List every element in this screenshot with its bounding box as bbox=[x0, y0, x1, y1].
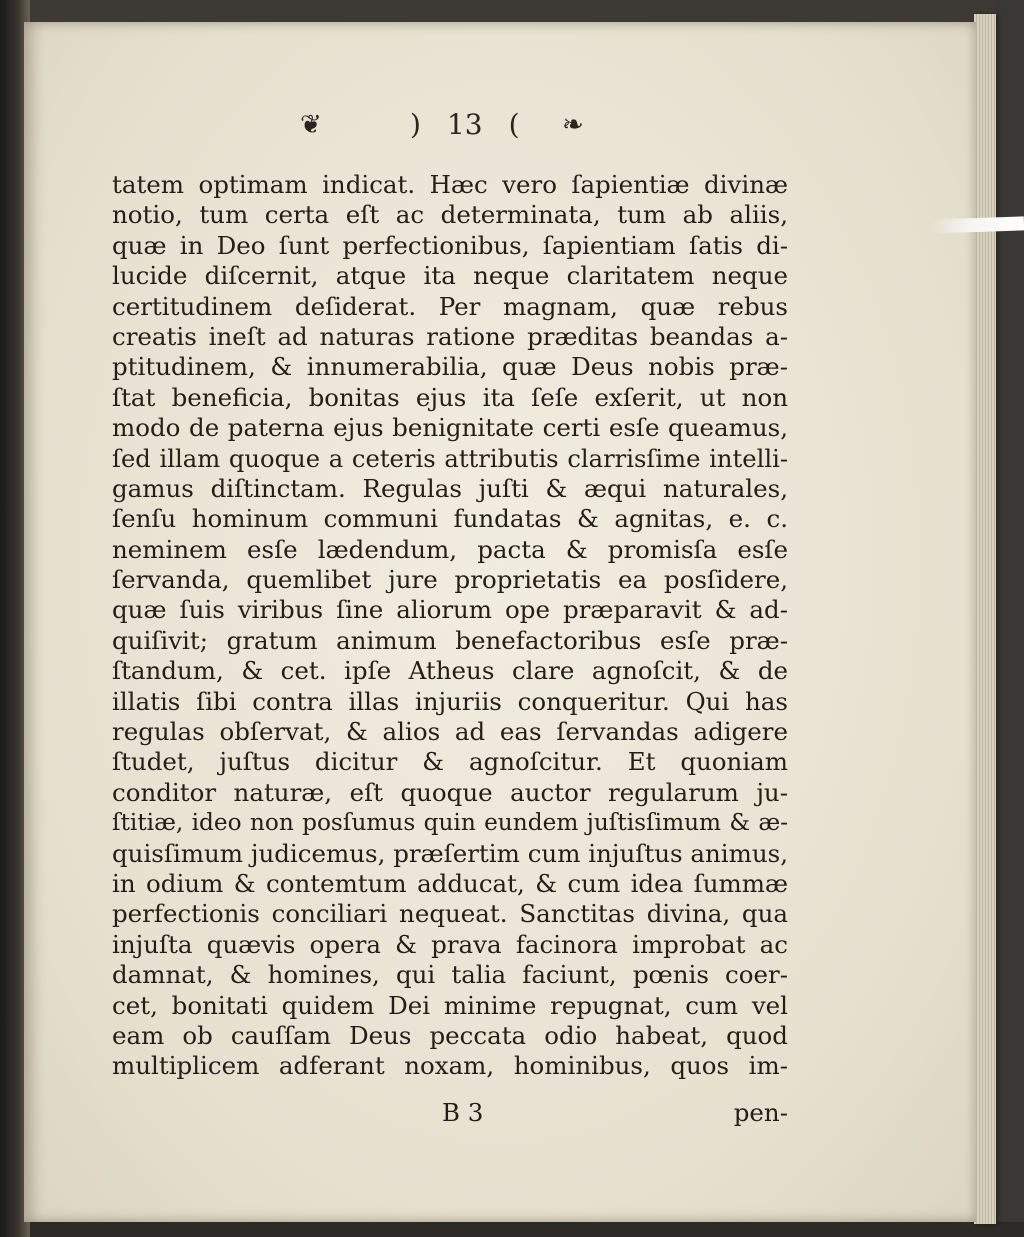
page-number: 13 bbox=[446, 108, 483, 141]
page-footer bbox=[112, 1098, 788, 1132]
page-header bbox=[300, 104, 660, 154]
text-line: gamus diſtinctam. Regulas juſti & æqui naturales, bbox=[112, 473, 788, 503]
text-line: illatis ſibi contra illas injuriis conqueritur. Qui has bbox=[112, 686, 788, 716]
text-line: ſtudet, juſtus dicitur & agnoſcitur. Et quoniam bbox=[112, 747, 788, 777]
text-line: modo de paterna ejus benignitate certi esſe queamus, bbox=[112, 413, 788, 443]
text-line: multiplicem adferant noxam, hominibus, quos im- bbox=[112, 1051, 788, 1081]
text-line: injuſta quævis opera & prava facinora improbat ac bbox=[112, 929, 788, 959]
text-line: eam ob cauſſam Deus peccata odio habeat, quod bbox=[112, 1020, 788, 1050]
text-line: quiſivit; gratum animum benefactoribus esſe præ- bbox=[112, 625, 788, 655]
page-stack-edges bbox=[974, 14, 996, 1224]
catchword: pen- bbox=[733, 1098, 788, 1127]
bottom-background bbox=[0, 1222, 1024, 1237]
right-background bbox=[996, 0, 1024, 1237]
signature-mark: B 3 bbox=[442, 1098, 484, 1127]
body-text bbox=[112, 170, 788, 1082]
top-background bbox=[0, 0, 1024, 22]
text-line: cet, bonitati quidem Dei minime repugnat, cum vel bbox=[112, 990, 788, 1020]
text-line: quisſimum judicemus, præſertim cum injuſtus animus, bbox=[112, 838, 788, 868]
header-paren-left: ) bbox=[410, 108, 421, 141]
text-line: regulas obſervat, & alios ad eas ſervandas adigere bbox=[112, 717, 788, 747]
text-line: certitudinem deſiderat. Per magnam, quæ rebus bbox=[112, 291, 788, 321]
text-line: ptitudinem, & innumerabilia, quæ Deus nobis præ- bbox=[112, 352, 788, 382]
right-ornament-icon: ❧ bbox=[562, 110, 584, 140]
text-line: quæ ſuis viribus ſine aliorum ope præparavit & ad- bbox=[112, 595, 788, 625]
text-line: ſtat beneficia, bonitas ejus ita ſeſe exſerit, ut non bbox=[112, 382, 788, 412]
text-line: damnat, & homines, qui talia faciunt, pœnis coer- bbox=[112, 960, 788, 990]
page-number-group bbox=[410, 108, 520, 141]
header-paren-right: ( bbox=[508, 108, 520, 141]
text-line: conditor naturæ, eſt quoque auctor regularum ju- bbox=[112, 777, 788, 807]
text-line: in odium & contemtum adducat, & cum idea ſummæ bbox=[112, 868, 788, 898]
text-line: ſtitiæ, ideo non posſumus quin eundem juſtisſimum & æ- bbox=[112, 809, 788, 837]
text-line: ſervanda, quemlibet jure proprietatis ea posſidere, bbox=[112, 565, 788, 595]
text-line: ſed illam quoque a ceteris attributis clarrisſime intelli- bbox=[112, 444, 788, 473]
text-line: tatem optimam indicat. Hæc vero ſapientiæ divinæ bbox=[112, 170, 788, 199]
text-line: quæ in Deo ſunt perfectionibus, ſapientiam ſatis di- bbox=[112, 230, 788, 260]
text-line: neminem esſe lædendum, pacta & promisſa esſe bbox=[112, 534, 788, 564]
text-line: creatis ineſt ad naturas ratione præditas beandas a- bbox=[112, 321, 788, 351]
text-line: ſtandum, & cet. ipſe Atheus clare agnoſcit, & de bbox=[112, 656, 788, 686]
text-line: lucide diſcernit, atque ita neque claritatem neque bbox=[112, 261, 788, 291]
text-line: notio, tum certa eſt ac determinata, tum ab aliis, bbox=[112, 200, 788, 230]
left-ornament-icon: ❦ bbox=[300, 110, 320, 140]
text-line: ſenſu hominum communi fundatas & agnitas, e. c. bbox=[112, 504, 788, 534]
text-line: perfectionis conciliari nequeat. Sanctitas divina, qua bbox=[112, 899, 788, 929]
